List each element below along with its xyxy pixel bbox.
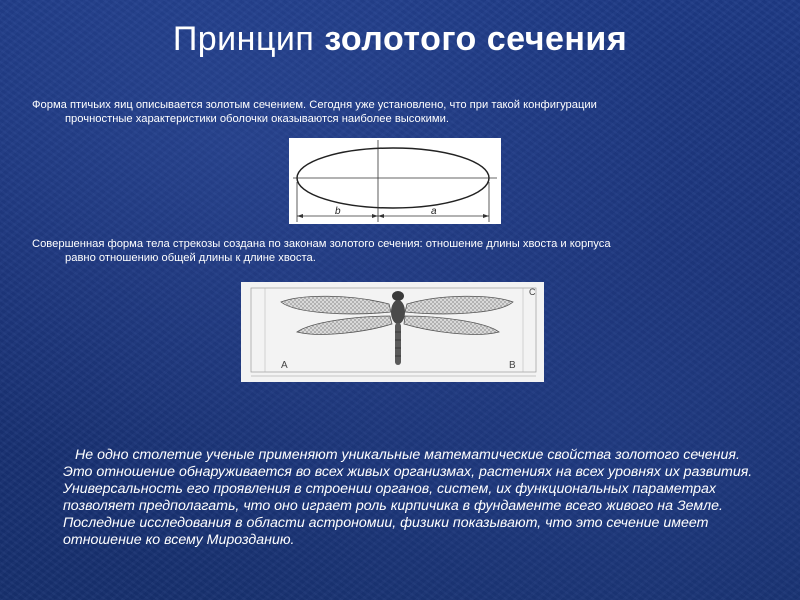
egg-label-a: a (431, 206, 437, 217)
egg-label-b: b (335, 206, 341, 217)
dragonfly-label-c: C (529, 287, 536, 297)
egg-paragraph-line1: Форма птичьих яиц описывается золотым сечением. Сегодня уже установлено, что при такой конфигурации (32, 99, 597, 111)
dragonfly-diagram (241, 282, 544, 382)
dragonfly-paragraph-line1: Совершенная форма тела стрекозы создана по законам золотого сечения: отношение длины хвоста и корпуса (32, 238, 611, 250)
golden-ratio-quote: Не одно столетие ученые применяют уникальные математические свойства золотого сечения. Это отношение обнаруживается во всех живых организмах, растениях на всех уровнях их развития. Универсальность его проявления в строении органов, систем, их функциональных параметрах позволяет предполагать, что оно играет роль кирпичика в фундаменте всего живого на Земле. Последние исследования в области астрономии, физики показывают, что это сечение имеет отношение ко всему Мирозданию. (63, 447, 753, 548)
dragonfly-thorax (391, 300, 405, 324)
slide-title (0, 20, 800, 59)
title-bold: золотого сечения (324, 20, 628, 58)
dragonfly-paragraph (32, 237, 772, 265)
title-regular: Принцип (172, 20, 315, 58)
dragonfly-diagram-svg (241, 282, 544, 382)
egg-diagram-svg (289, 138, 501, 224)
egg-paragraph (32, 98, 772, 126)
dragonfly-head (392, 291, 404, 301)
dragonfly-label-b: B (509, 360, 516, 371)
egg-diagram (289, 138, 501, 224)
dragonfly-label-a: A (281, 360, 288, 371)
dragonfly-paragraph-line2: равно отношению общей длины к длине хвоста. (65, 252, 316, 264)
dragonfly-tail (395, 323, 401, 365)
egg-paragraph-line2: прочностные характеристики оболочки оказываются наиболее высокими. (65, 113, 449, 125)
